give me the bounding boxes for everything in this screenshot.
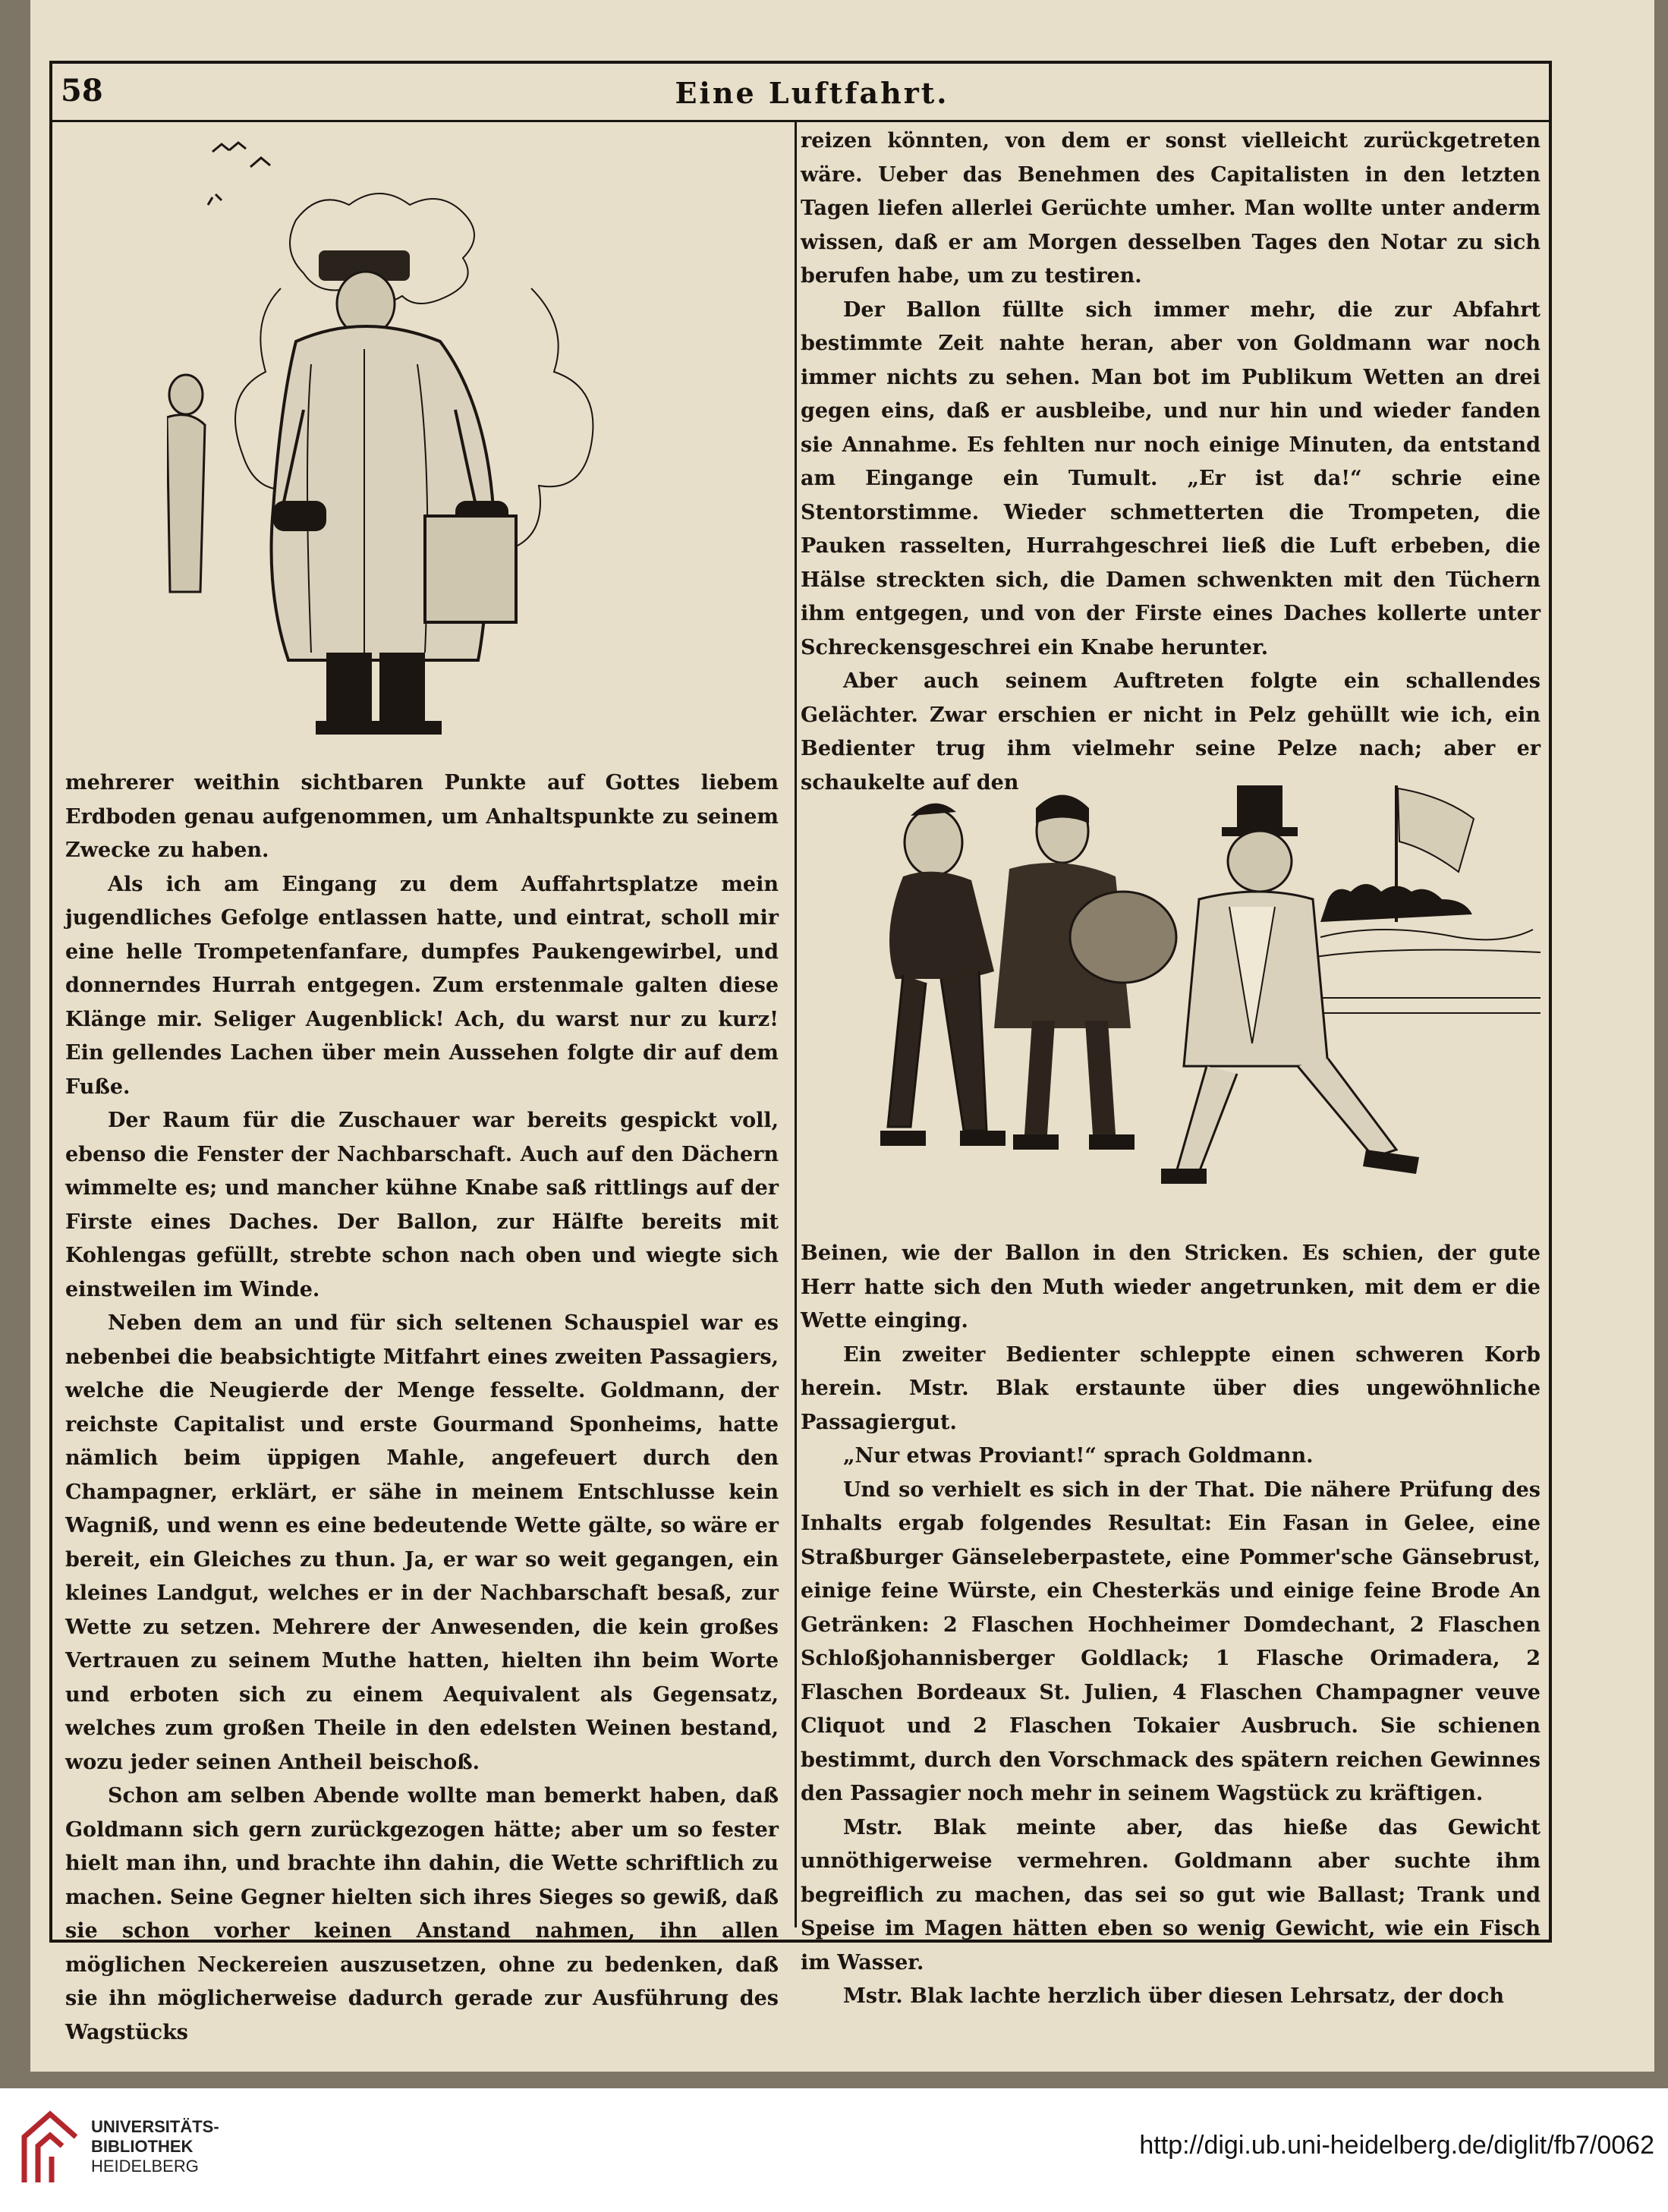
header-rule [49,120,1549,122]
column-rule [795,120,797,1927]
university-library-logo-icon[interactable] [17,2107,83,2188]
paragraph: Aber auch seinem Auftreten folgte ein schallendes Gelächter. Zwar erschien er nicht in Pelz gehüllt wie ich, ein Bedienter trug ihm vielmehr seine Pelze nach; aber er schaukelte auf den [801,669,1541,794]
paragraph: Ein zweiter Bedienter schleppte einen schweren Korb herein. Mstr. Blak erstaunte über dies ungewöhnliche Passagiergut. [801,1342,1541,1434]
library-name-line: HEIDELBERG [91,2157,199,2176]
text-column-left [65,766,779,2050]
paragraph: Mstr. Blak meinte aber, das hieße das Gewicht unnöthigerweise vermehren. Goldmann aber suchte ihm begreiflich zu machen, das sei so gut wie Ballast; Trank und Speise im Magen hätten eben so wenig Gewicht, wie ein Fisch im Wasser. [801,1815,1541,1974]
page-number: 58 [61,73,103,109]
paragraph: reizen könnten, von dem er sonst vielleicht zurückgetreten wäre. Ueber das Benehmen des Capitalisten in den letzten Tagen liefen allerlei Gerüchte umher. Man wollte unter anderm wissen, daß er am Morgen desselben Tages den Notar zu sich berufen habe, um zu testiren. [801,129,1541,288]
library-name [91,2117,219,2176]
paragraph: Neben dem an und für sich seltenen Schauspiel war es nebenbei die beabsichtigte Mitfahrt eines zweiten Passagiers, welche die Neugierde der Menge fesselte. Goldmann, der reichste Capitalist und erste Gourmand Sponheims, hatte nämlich beim üppigen Mahle, angefeuert durch den Champagner, erklärt, er sähe in meinem Entschlusse kein Wagniß, und wenn es eine bedeutende Wette gälte, so wäre er bereit, ein Gleiches zu thun. Ja, er war so weit gegangen, ein kleines Landgut, welches er in der Nachbarschaft besaß, zur Wette zu setzen. Mehrere der Anwesenden, die kein großes Vertrauen zu seinem Muthe hatten, hielten ihn beim Worte und erboten sich zu einem Aequivalent als Gegensatz, welches zum großen Theile in den edelsten Weinen bestand, wozu jeder seinen Antheil beischoß. [65,1311,779,1774]
paragraph: Der Raum für die Zuschauer war bereits gespickt voll, ebenso die Fenster der Nachbarschaft. Auch auf den Dächern wimmelte es; und mancher kühne Knabe saß rittlings auf der Firste eines Daches. Der Ballon, zur Hälfte bereits mit Kohlengas gefüllt, strebte schon nach oben und wiegte sich einstweilen im Winde. [65,1109,779,1301]
paragraph: Schon am selben Abende wollte man bemerkt haben, daß Goldmann sich gern zurückgezogen hätte; aber um so fester hielt man ihn, und brachte ihn dahin, die Wette schriftlich zu machen. Seine Gegner hielten sich ihres Sieges so gewiß, daß sie schon vorher keinen Anstand nahmen, ihn allen möglichen Neckereien auszusetzen, ohne zu bedenken, daß sie ihn möglicherweise dadurch gerade zur Ausführung des Wagstücks [65,1784,779,2044]
illustration-man-in-fur-coat [167,137,622,744]
paragraph: Der Ballon füllte sich immer mehr, die zur Abfahrt bestimmte Zeit nahte heran, aber von Goldmann war noch immer nichts zu sehen. Man bot im Publikum Wetten an drei gegen eins, daß er ausbleibe, und nur hin und wieder fanden sie Annahme. Es fehlten nur noch einige Minuten, da entstand am Eingange ein Tumult. „Er ist da!“ schrie eine Stentorstimme. Wieder schmetterten die Trompeten, die Pauken rasselten, Hurrahgeschrei ließ die Luft erbeben, die Hälse streckten sich, die Damen schwenkten mit den Tüchern ihm entgegen, und von der Firste eines Daches kollerte unter Schreckensgeschrei ein Knabe herunter. [801,297,1541,659]
paragraph: Mstr. Blak lachte herzlich über diesen Lehrsatz, der doch [843,1984,1505,2008]
paragraph: mehrerer weithin sichtbaren Punkte auf Gottes liebem Erdboden genau aufgenommen, um Anhaltspunkte zu seinem Zwecke zu haben. [65,771,779,862]
library-name-line: BIBLIOTHEK [91,2137,194,2156]
permalink-url[interactable]: http://digi.ub.uni-heidelberg.de/diglit/fb7/0062 [1139,2131,1654,2160]
text-column-right-bottom [801,1237,1541,2014]
running-title: Eine Luftfahrt. [675,76,949,110]
paragraph: „Nur etwas Proviant!“ sprach Goldmann. [843,1444,1314,1468]
paragraph: Und so verhielt es sich in der That. Die nähere Prüfung des Inhalts ergab folgendes Resultat: Ein Fasan in Gelee, eine Straßburger Gänseleberpastete, eine Pommer'sche Gänsebrust, einige feine Würste, ein Chesterkäs und einige feine Brode An Getränken: 2 Flaschen Hochheimer Domdechant, 2 Flaschen Schloßjohannisberger Goldlack; 1 Flasche Orimadera, 2 Flaschen Bordeaux St. Julien, 4 Flaschen Champagner veuve Cliquot und 2 Flaschen Tokaier Ausbruch. Sie schienen bestimmt, durch den Vorschmack des spätern reichen Gewinnes den Passagier noch mehr in seinem Wagstück zu kräftigen. [801,1477,1541,1805]
text-column-right-top [801,124,1541,800]
library-name-line: UNIVERSITÄTS- [91,2117,219,2136]
paragraph: Als ich am Eingang zu dem Auffahrtsplatze mein jugendliches Gefolge entlassen hatte, und eintrat, scholl mir eine helle Trompetenfanfare, dumpfes Paukengewirbel, und donnerndes Hurrah entgegen. Zum erstenmale galten diese Klänge mir. Seliger Augenblick! Ach, du warst nur zu kurz! Ein gellendes Lachen über mein Aussehen folgte dir auf dem Fuße. [65,872,779,1099]
illustration-goldmann-and-servants [873,785,1541,1214]
paragraph: Beinen, wie der Ballon in den Stricken. Es schien, der gute Herr hatte sich den Muth wieder angetrunken, mit dem er die Wette einging. [801,1241,1541,1333]
